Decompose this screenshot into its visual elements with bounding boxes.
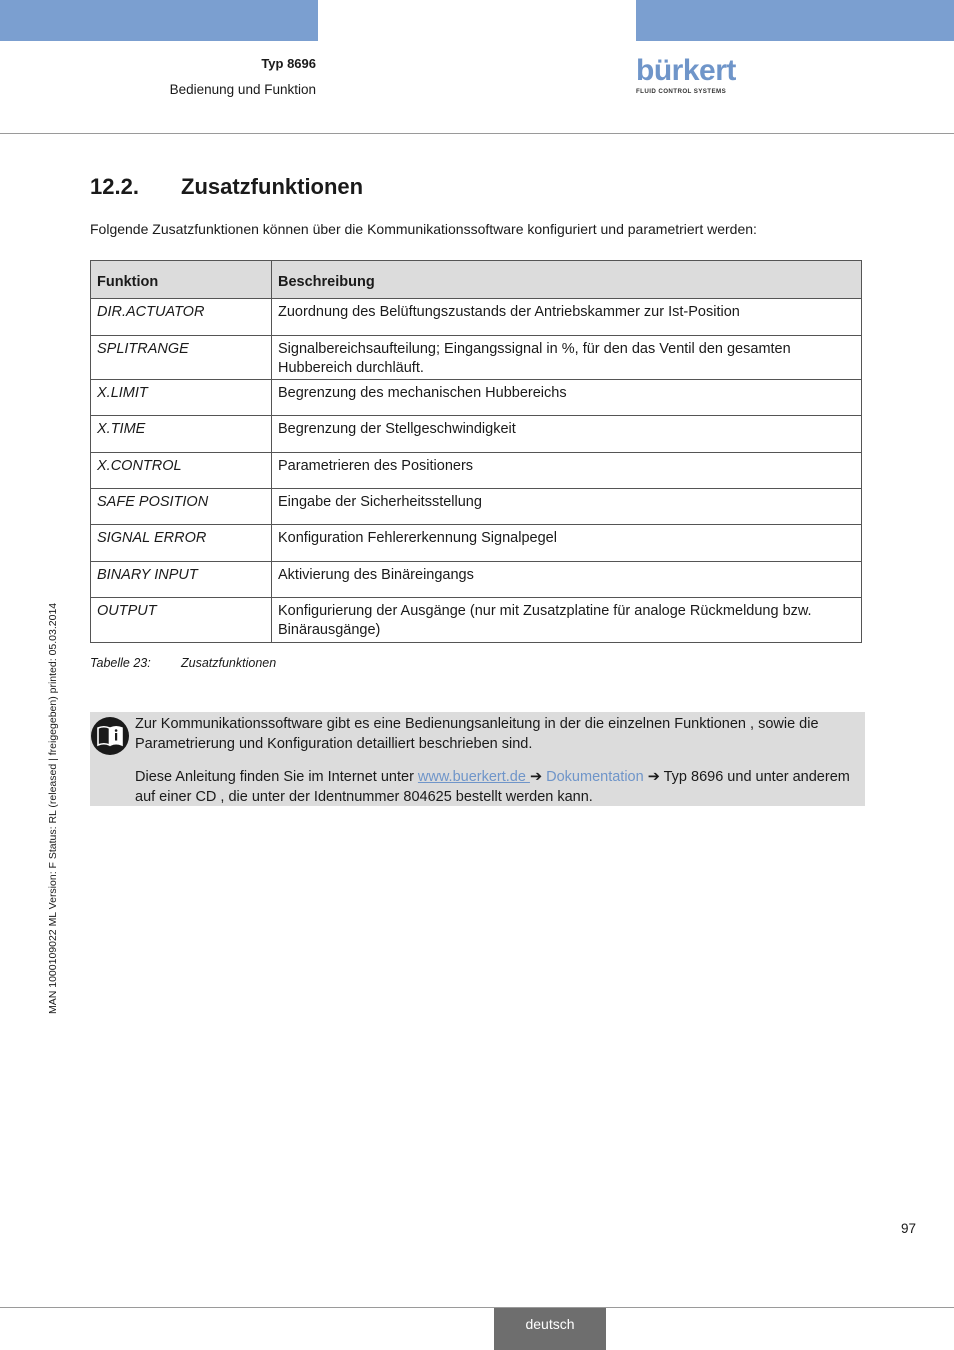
function-name: SAFE POSITION xyxy=(91,489,272,525)
function-description: Zuordnung des Belüftungszustands der Antriebskammer zur Ist-Position xyxy=(272,299,862,336)
note-paragraph-1: Zur Kommunikationssoftware gibt es eine Bedienungsanleitung in der die einzelnen Funktionen , sowie die Parametrierung und Konfiguration detailliert beschrieben sind. xyxy=(135,716,819,752)
caption-text: Zusatzfunktionen xyxy=(181,656,277,670)
doc-subtitle: Bedienung und Funktion xyxy=(169,82,316,97)
function-name: X.TIME xyxy=(91,416,272,453)
function-name: X.CONTROL xyxy=(91,453,272,489)
function-name: DIR.ACTUATOR xyxy=(91,299,272,336)
header-divider xyxy=(0,133,954,134)
header-accent-bar-right xyxy=(636,0,954,41)
function-description: Eingabe der Sicherheitsstellung xyxy=(272,489,862,525)
table-row xyxy=(91,336,862,380)
function-name: BINARY INPUT xyxy=(91,562,272,598)
table-row xyxy=(91,489,862,525)
doc-type: Typ 8696 xyxy=(261,56,316,71)
brand-logo xyxy=(634,54,744,100)
note-paragraph-2 xyxy=(135,767,860,807)
website-link[interactable]: www.buerkert.de xyxy=(417,769,530,785)
table-row xyxy=(91,598,862,643)
function-name: X.LIMIT xyxy=(91,380,272,416)
table-row xyxy=(91,525,862,562)
function-name: SIGNAL ERROR xyxy=(91,525,272,562)
brand-wordmark: bürkert xyxy=(636,54,736,87)
function-description: Begrenzung des mechanischen Hubbereichs xyxy=(272,380,862,416)
column-header-description: Beschreibung xyxy=(272,261,862,299)
section-heading xyxy=(90,174,363,200)
info-book-icon xyxy=(90,716,130,756)
table-row xyxy=(91,562,862,598)
table-header-row xyxy=(91,261,862,299)
table-row xyxy=(91,299,862,336)
function-name: OUTPUT xyxy=(91,598,272,643)
table-row xyxy=(91,416,862,453)
function-description: Signalbereichsaufteilung; Eingangssignal in %, für den das Ventil den gesamten Hubbereich durchläuft. xyxy=(272,336,862,380)
page-number: 97 xyxy=(900,1221,916,1236)
documentation-link[interactable]: Dokumentation xyxy=(546,769,644,785)
header-accent-bar-left xyxy=(0,0,318,41)
caption-label: Tabelle 23: xyxy=(90,656,151,670)
column-header-function: Funktion xyxy=(91,261,272,299)
arrow-icon: ➔ xyxy=(647,769,660,785)
brand-tagline: FLUID CONTROL SYSTEMS xyxy=(636,88,727,95)
section-number: 12.2. xyxy=(90,174,139,199)
function-description: Aktivierung des Binäreingangs xyxy=(272,562,862,598)
function-description: Parametrieren des Positioners xyxy=(272,453,862,489)
function-description: Begrenzung der Stellgeschwindigkeit xyxy=(272,416,862,453)
intro-text: Folgende Zusatzfunktionen können über die Kommunikationssoftware konfiguriert und parametriert werden: xyxy=(90,221,757,237)
table-row xyxy=(91,453,862,489)
table-row xyxy=(91,380,862,416)
language-tab: deutsch xyxy=(494,1308,606,1350)
footer-divider xyxy=(0,1307,954,1308)
table-caption xyxy=(90,656,276,670)
function-table xyxy=(90,260,862,643)
arrow-icon: ➔ xyxy=(529,769,543,785)
section-title: Zusatzfunktionen xyxy=(181,174,364,199)
note-p2-suffix: Typ 8696 und unter anderem auf einer CD , die unter der Identnummer 804625 bestellt werden kann. xyxy=(135,769,850,805)
note-p2-prefix: Diese Anleitung finden Sie im Internet unter xyxy=(135,769,418,785)
function-description: Konfigurierung der Ausgänge (nur mit Zusatzplatine für analoge Rückmeldung bzw. Binärausgänge) xyxy=(272,598,862,643)
document-meta-vertical: MAN 1000109022 ML Version: F Status: RL (released | freigegeben) printed: 05.03.2014 xyxy=(47,602,59,1014)
info-note xyxy=(90,712,865,806)
function-description: Konfiguration Fehlererkennung Signalpegel xyxy=(272,525,862,562)
function-name: SPLITRANGE xyxy=(91,336,272,380)
